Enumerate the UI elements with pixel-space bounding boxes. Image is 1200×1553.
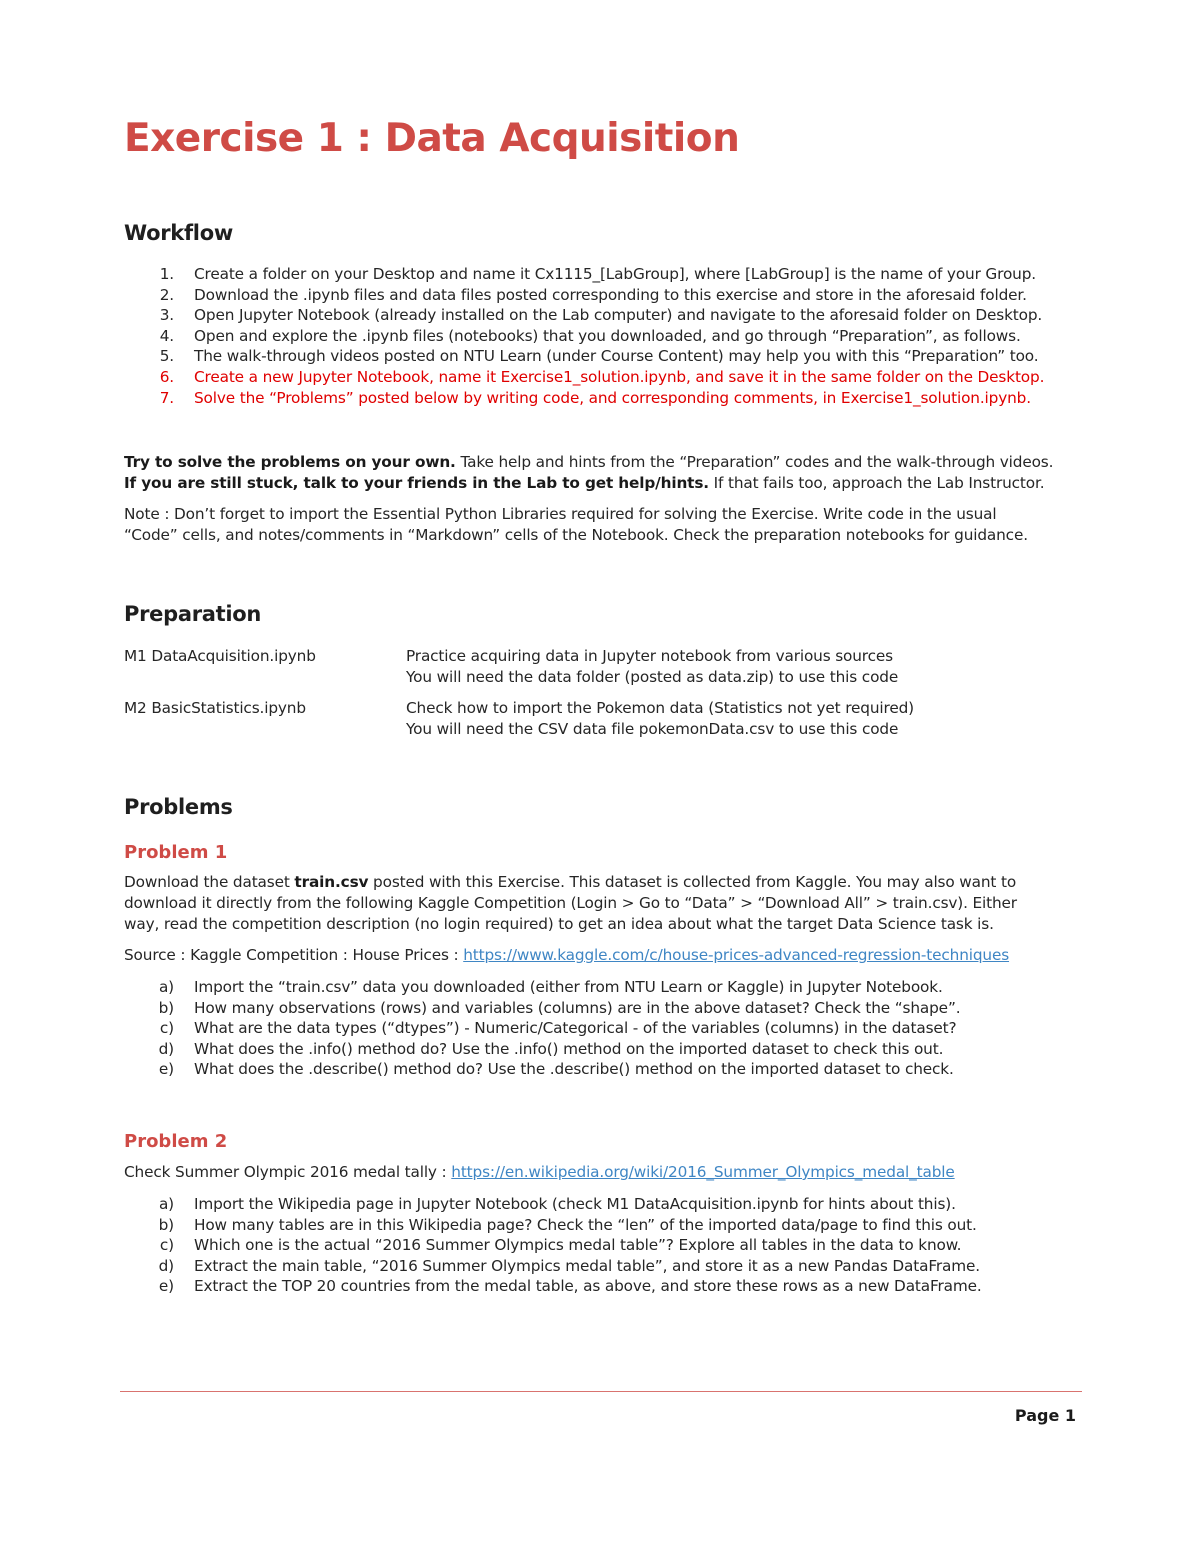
wikipedia-link[interactable]: https://en.wikipedia.org/wiki/2016_Summer_Olympics_medal_table bbox=[451, 1163, 955, 1181]
list-item: a) Import the “train.csv” data you downloaded (either from NTU Learn or Kaggle) in Jupyter Notebook. bbox=[158, 978, 943, 996]
page-number: Page 1 bbox=[1014, 1406, 1076, 1425]
preparation-heading: Preparation bbox=[124, 602, 262, 626]
list-item-highlight: 7. Solve the “Problems” posted below by writing code, and corresponding comments, in Exercise1_solution.ipynb. bbox=[159, 388, 1031, 407]
page-title: Exercise 1 : Data Acquisition bbox=[124, 116, 740, 161]
problems-heading: Problems bbox=[124, 795, 233, 819]
advice-paragraph bbox=[124, 452, 1084, 494]
advice-bold-1: Try to solve the problems on your own. bbox=[124, 453, 456, 471]
workflow-heading: Workflow bbox=[124, 221, 233, 245]
list-item: 5. The walk-through videos posted on NTU Learn (under Course Content) may help you with this “Preparation” too. bbox=[159, 347, 1039, 366]
list-item: 3. Open Jupyter Notebook (already installed on the Lab computer) and navigate to the aforesaid folder on Desktop. bbox=[159, 306, 1043, 325]
problem-1-source: Source : Kaggle Competition : House Prices : https://www.kaggle.com/c/house-prices-advanced-regression-techniques bbox=[124, 946, 1010, 964]
footer-divider bbox=[120, 1391, 1082, 1392]
problem-1-list bbox=[124, 977, 1084, 1080]
list-item: d) Extract the main table, “2016 Summer Olympics medal table”, and store it as a new Pandas DataFrame. bbox=[158, 1256, 980, 1275]
problem-2-description: Check Summer Olympic 2016 medal tally : https://en.wikipedia.org/wiki/2016_Summer_Olympics_medal_table bbox=[124, 1163, 955, 1181]
note-paragraph bbox=[124, 504, 1084, 546]
list-item: c) Which one is the actual “2016 Summer Olympics medal table”? Explore all tables in the data to know. bbox=[159, 1236, 962, 1255]
advice-text-1: Take help and hints from the “Preparation” codes and the walk-through videos. bbox=[455, 453, 1054, 471]
list-item: e) Extract the TOP 20 countries from the medal table, as above, and store these rows as a new DataFrame. bbox=[158, 1277, 982, 1296]
list-item: a) Import the Wikipedia page in Jupyter Notebook (check M1 DataAcquisition.ipynb for hints about this). bbox=[158, 1195, 956, 1213]
list-item: e) What does the .describe() method do? Use the .describe() method on the imported dataset to check. bbox=[158, 1060, 954, 1079]
prep-file-name: M1 DataAcquisition.ipynb bbox=[124, 647, 316, 665]
problem-1-description: Download the dataset train.csv posted with this Exercise. This dataset is collected from Kaggle. You may also want to download it directly from the following Kaggle Competition (Login > Go to “Data” > “Download All” > train.csv). Either way, read the competition description (no login required) to get an idea about what the target Data Science task is. bbox=[124, 873, 1017, 933]
workflow-list bbox=[124, 264, 1084, 408]
list-item: b) How many tables are in this Wikipedia page? Check the “len” of the imported data/page to find this out. bbox=[158, 1215, 977, 1234]
problem-1-title: Problem 1 bbox=[124, 842, 228, 863]
prep-description: Check how to import the Pokemon data (Statistics not yet required) You will need the CSV data file pokemonData.csv to use this code bbox=[406, 699, 914, 738]
list-item: 1. Create a folder on your Desktop and name it Cx1115_[LabGroup], where [LabGroup] is the name of your Group. bbox=[159, 265, 1036, 283]
list-item: b) How many observations (rows) and variables (columns) are in the above dataset? Check the “shape”. bbox=[158, 998, 961, 1017]
note-line-1: Note : Don’t forget to import the Essential Python Libraries required for solving the Exercise. Write code in the usual bbox=[124, 505, 997, 523]
problem-2-title: Problem 2 bbox=[124, 1131, 228, 1152]
advice-text-2: If that fails too, approach the Lab Instructor. bbox=[708, 473, 1045, 492]
advice-bold-2: If you are still stuck, talk to your friends in the Lab to get help/hints. bbox=[124, 473, 709, 492]
prep-description: Practice acquiring data in Jupyter notebook from various sources You will need the data folder (posted as data.zip) to use this code bbox=[406, 647, 899, 686]
list-item: 4. Open and explore the .ipynb files (notebooks) that you downloaded, and go through “Preparation”, as follows. bbox=[159, 326, 1021, 345]
list-item: d) What does the .info() method do? Use the .info() method on the imported dataset to check this out. bbox=[158, 1039, 944, 1058]
problem-2-list bbox=[124, 1194, 1084, 1297]
prep-file-name: M2 BasicStatistics.ipynb bbox=[124, 699, 306, 717]
dataset-name: train.csv bbox=[294, 873, 369, 891]
note-line-2: “Code” cells, and notes/comments in “Markdown” cells of the Notebook. Check the preparation notebooks for guidance. bbox=[124, 525, 1028, 544]
list-item: c) What are the data types (“dtypes”) - Numeric/Categorical - of the variables (columns) in the dataset? bbox=[159, 1019, 957, 1038]
list-item: 2. Download the .ipynb files and data files posted corresponding to this exercise and store in the aforesaid folder. bbox=[159, 285, 1027, 304]
list-item-highlight: 6. Create a new Jupyter Notebook, name it Exercise1_solution.ipynb, and save it in the same folder on the Desktop. bbox=[159, 367, 1045, 386]
kaggle-link[interactable]: https://www.kaggle.com/c/house-prices-advanced-regression-techniques bbox=[463, 946, 1010, 964]
